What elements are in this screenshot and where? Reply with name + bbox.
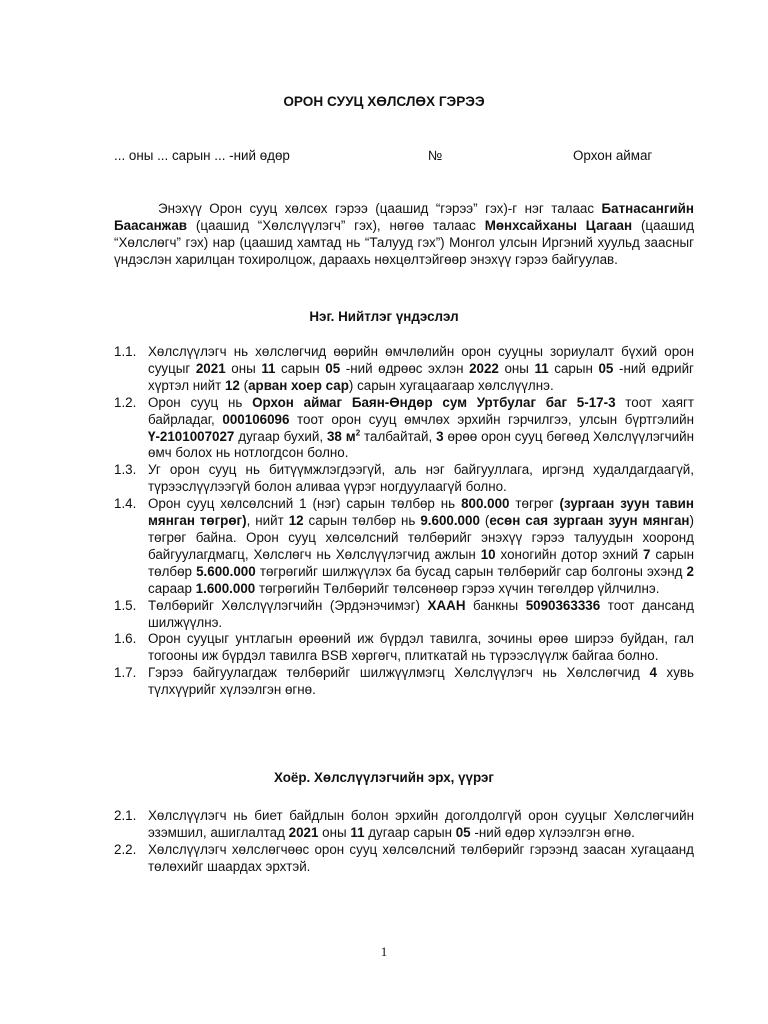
clause-2-2: 2.2. Хөлслүүлэгч хөлслөгчөөс орон сууц хөлсөлсний төлбөрийг гэрээнд заасан хугацаанд төлөхийг шаардах эрхтэй. bbox=[114, 841, 694, 874]
clause-1-3: 1.3. Уг орон сууц нь битүүмжлэгдээгүй, аль нэг байгууллага, иргэнд худалдагдаагүй, түрээслүүлээгүй болон аливаа үүрэг ногдуулаагүй болно. bbox=[114, 462, 694, 495]
section-2-list bbox=[114, 808, 694, 876]
contract-date: ... оны ... сарын ... -ний өдөр bbox=[114, 148, 290, 163]
clause-1-1: 1.1. Хөлслүүлэгч нь хөлслөгчид өөрийн өмчлөлийн орон сууцны зориулалт бүхий орон сууцыг 2021 оны 11 сарын 05 -ний өдрөөс эхлэн 2022 оны 11 сарын 05 -ний өдрийг хүртэл нийт 12 (арван хоер сар) сарын хугацаагаар хөлслүүлнэ. bbox=[114, 344, 694, 393]
clause-1-2: 1.2. Орон сууц нь Орхон аймаг Баян-Өндөр сум Уртбулаг баг 5-17-3 тоот хаягт байрладаг, 000106096 тоот орон сууц өмчлөх эрхийн гэрчилгээ, улсын бүртгэлийн Ү-2101007027 дугаар бухий, 38 $м^2$ талбайтай, 3 өрөө орон сууц бөгөөд Хөлслүүлэгчийн өмч болох нь нотлогдсон болно. bbox=[114, 394, 695, 461]
section-2-title: Хоёр. Хөлслүүлэгчийн эрх, үүрэг bbox=[274, 770, 494, 785]
clause-1-5: 1.5. Төлбөрийг Хөлслүүлэгчийн (Эрдэнэчимэг) ХААН банкны 5090363336 тоот дансанд шилжүүлнэ. bbox=[114, 597, 694, 630]
contract-meta-line bbox=[114, 148, 694, 166]
document-title: ОРОН СУУЦ ХӨЛСЛӨХ ГЭРЭЭ bbox=[283, 94, 485, 109]
contract-number: № bbox=[428, 148, 443, 163]
section-1-title: Нэг. Нийтлэг үндэслэл bbox=[309, 309, 459, 324]
lessee-name: Мөнхсайханы Цагаан bbox=[484, 217, 633, 233]
clause-1-7: 1.7. Гэрээ байгуулагдаж төлбөрийг шилжүүлмэгц Хөлслүүлэгч нь Хөлслөгчид 4 хувь түлхүүрийг хүлээлгэн өгнө. bbox=[114, 665, 694, 698]
clause-1-6: 1.6. Орон сууцыг унтлагын өрөөний иж бүрдэл тавилга, зочины өрөө ширээ буйдан, гал тогооны иж бүрдэл тавилга BSB хөргөгч, плиткатай нь түрээслүүлж байгаа болно. bbox=[114, 631, 694, 664]
section-1-list bbox=[114, 344, 694, 699]
contract-place: Орхон аймаг bbox=[573, 148, 653, 163]
clause-2-1: 2.1. Хөлслүүлэгч нь биет байдлын болон эрхийн доголдолгүй орон сууцыг Хөлслөгчийн эзэмшил, ашиглалтад 2021 оны 11 дугаар сарын 05 -ний өдөр хүлээлгэн өгнө. bbox=[114, 808, 694, 840]
clause-1-4: 1.4. Орон сууц хөлсөлсний 1 (нэг) сарын төлбөр нь 800.000 төгрөг (зургаан зуун тавин мянган төгрөг), нийт 12 сарын төлбөр нь 9.600.000 (есөн сая зургаан зуун мянган) төгрөг байна. Орон сууц хөлсөлсний төлбөрийг энэхүү гэрээ талуудын хооронд байгуулагдмагц, Хөлслөгч нь Хөлслүүлэгчид ажлын 10 хоногийн дотор эхний 7 сарын төлбөр 5.600.000 төгрөгийг шилжүүлэх ба бусад сарын төлбөрийг сар болгоны эхэнд 2 сараар 1.600.000 төгрөгийн Төлбөрийг төлсөнөөр гэрээ хүчин төгөлдөр үйлчилнэ. bbox=[114, 496, 694, 596]
lessor-name: Батнасангийн Баасанжав bbox=[114, 201, 694, 233]
page-number: 1 bbox=[380, 944, 388, 959]
intro-paragraph: Энэхүү Орон сууц хөлсөх гэрээ (цаашид “гэрээ” гэх)-г нэг талаас Батнасангийн Баасанжав (цаашид “Хөлслүүлэгч” гэх), нөгөө талаас Мөнхсайханы Цагаан (цаашид “Хөлслөгч” гэх) нар (цаашид хамтад нь “Талууд гэх”) Монгол улсын Иргэний хуульд заасныг үндэслэн харилцан тохиролцож, дараахь нөхцөлтэйгөөр энэхүү гэрээ байгуулав. bbox=[114, 201, 695, 267]
